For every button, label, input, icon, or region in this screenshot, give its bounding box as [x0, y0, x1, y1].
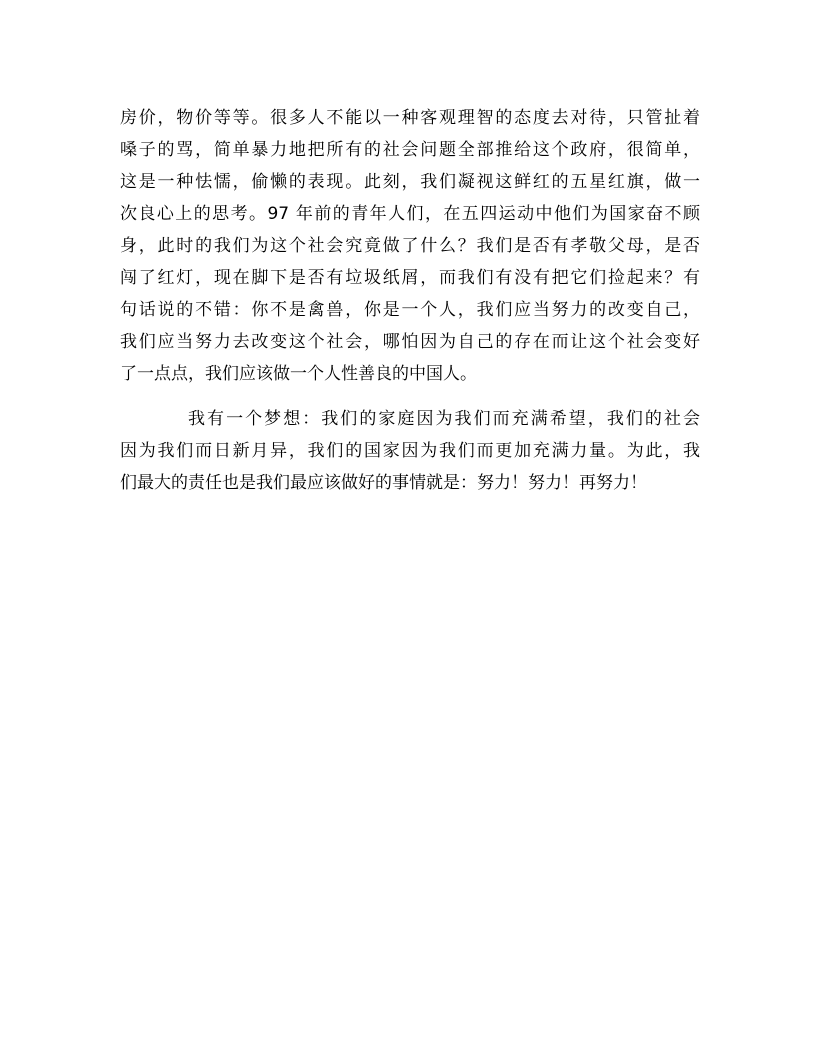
paragraph-2	[120, 403, 700, 499]
paragraph-line: 我有一个梦想：我们的家庭因为我们而充满希望，我们的社会	[188, 409, 700, 429]
paragraph-line: 我们应当努力去改变这个社会，哪怕因为自己的存在而让这个社会变好	[120, 332, 700, 352]
paragraph-line: 句话说的不错：你不是禽兽，你是一个人，我们应当努力的改变自己，	[120, 300, 700, 320]
paragraph-spacer	[120, 390, 700, 403]
paragraph-line: 这是一种怯懦，偷懒的表现。此刻，我们凝视这鲜红的五星红旗，做一	[120, 172, 700, 192]
paragraph-line: 房价，物价等等。很多人不能以一种客观理智的态度去对待，只管扯着	[120, 108, 700, 128]
paragraph-line: 因为我们而日新月异，我们的国家因为我们而更加充满力量。为此，我	[120, 441, 700, 461]
paragraph-line: 了一点点，我们应该做一个人性善良的中国人。	[120, 364, 477, 384]
paragraph-line: 闯了红灯，现在脚下是否有垃圾纸屑，而我们有没有把它们捡起来？有	[120, 268, 700, 288]
document-body	[120, 102, 700, 499]
paragraph-line: 们最大的责任也是我们最应该做好的事情就是：努力！努力！再努力！	[120, 473, 647, 493]
paragraph-line: 嗓子的骂，简单暴力地把所有的社会问题全部推给这个政府，很简单，	[120, 140, 700, 160]
paragraph-line: 次良心上的思考。97 年前的青年人们，在五四运动中他们为国家奋不顾	[120, 204, 700, 224]
paragraph-line: 身，此时的我们为这个社会究竟做了什么？我们是否有孝敬父母，是否	[120, 236, 700, 256]
paragraph-1	[120, 102, 700, 390]
